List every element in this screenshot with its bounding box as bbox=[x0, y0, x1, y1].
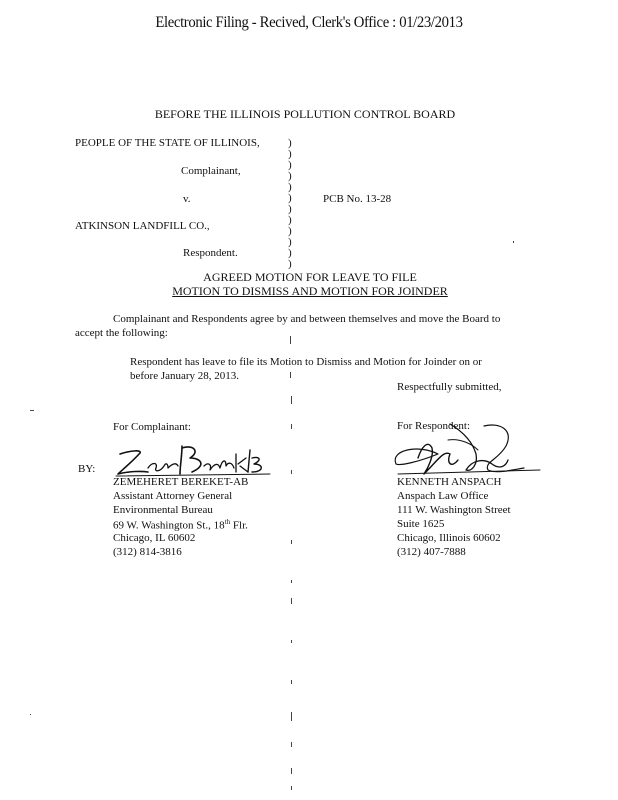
plaintiff-name: PEOPLE OF THE STATE OF ILLINOIS, bbox=[75, 137, 260, 149]
scan-mark bbox=[291, 786, 292, 790]
scan-mark bbox=[291, 540, 292, 544]
plaintiff-role: Complainant, bbox=[181, 165, 241, 177]
scan-mark bbox=[291, 742, 292, 747]
complainant-address bbox=[113, 518, 248, 532]
scan-mark bbox=[291, 680, 292, 684]
respectfully-submitted: Respectfully submitted, bbox=[397, 381, 502, 393]
motion-title-line2: MOTION TO DISMISS AND MOTION FOR JOINDER bbox=[172, 284, 448, 298]
body-para1-line1: Complainant and Respondents agree by and between themselves and move the Board to bbox=[113, 313, 501, 325]
body-para2-line2: before January 28, 2013. bbox=[130, 370, 240, 382]
by-label: BY: bbox=[78, 463, 96, 475]
caption-paren: ) bbox=[288, 192, 292, 204]
scan-mark bbox=[291, 396, 292, 404]
caption-paren: ) bbox=[288, 258, 292, 270]
scan-mark bbox=[30, 714, 31, 715]
scan-mark bbox=[290, 372, 291, 378]
respondent-city: Chicago, Illinois 60602 bbox=[397, 532, 501, 544]
scan-mark bbox=[30, 410, 34, 411]
caption-paren: ) bbox=[288, 137, 292, 149]
caption-paren: ) bbox=[288, 247, 292, 259]
caption-paren: ) bbox=[288, 159, 292, 171]
scan-mark bbox=[513, 241, 514, 243]
case-number: PCB No. 13-28 bbox=[323, 193, 392, 205]
defendant-name: ATKINSON LANDFILL CO., bbox=[75, 220, 210, 232]
scan-mark bbox=[291, 580, 292, 583]
complainant-phone: (312) 814-3816 bbox=[113, 546, 182, 558]
scan-mark bbox=[291, 470, 292, 474]
caption-paren: ) bbox=[288, 148, 292, 160]
caption-paren: ) bbox=[288, 203, 292, 215]
caption-paren: ) bbox=[288, 225, 292, 237]
complainant-signature bbox=[112, 440, 272, 478]
caption-paren: ) bbox=[288, 236, 292, 248]
complainant-city: Chicago, IL 60602 bbox=[113, 532, 196, 544]
respondent-name: KENNETH ANSPACH bbox=[397, 476, 502, 488]
body-para1-line2: accept the following: bbox=[75, 327, 168, 339]
complainant-name: ZEMEHERET BEREKET-AB bbox=[113, 476, 249, 488]
caption-paren-column bbox=[288, 138, 292, 270]
complainant-office: Environmental Bureau bbox=[113, 504, 213, 516]
scan-mark bbox=[290, 336, 291, 344]
scan-mark bbox=[291, 598, 292, 604]
versus-label: v. bbox=[183, 193, 191, 205]
scan-mark bbox=[291, 640, 292, 643]
scan-mark bbox=[291, 424, 292, 429]
respondent-firm: Anspach Law Office bbox=[397, 490, 489, 502]
for-respondent-label: For Respondent: bbox=[397, 420, 471, 432]
electronic-filing-header: Electronic Filing - Recived, Clerk's Office : 01/23/2013 bbox=[155, 14, 463, 31]
caption-paren: ) bbox=[288, 181, 292, 193]
body-para2-line1: Respondent has leave to file its Motion to Dismiss and Motion for Joinder on or bbox=[130, 356, 482, 368]
respondent-suite: Suite 1625 bbox=[397, 518, 445, 530]
complainant-title: Assistant Attorney General bbox=[113, 490, 233, 502]
scan-mark bbox=[291, 768, 292, 774]
board-title: BEFORE THE ILLINOIS POLLUTION CONTROL BOARD bbox=[154, 107, 456, 121]
caption-paren: ) bbox=[288, 214, 292, 226]
respondent-phone: (312) 407-7888 bbox=[397, 546, 466, 558]
respondent-signature bbox=[388, 420, 543, 482]
motion-title-line1: AGREED MOTION FOR LEAVE TO FILE bbox=[203, 270, 417, 284]
scan-mark bbox=[291, 712, 292, 721]
defendant-role: Respondent. bbox=[183, 247, 238, 259]
for-complainant-label: For Complainant: bbox=[113, 421, 191, 433]
caption-paren: ) bbox=[288, 170, 292, 182]
complainant-address-street: 69 W. Washington St., 18 bbox=[113, 519, 225, 532]
respondent-address: 111 W. Washington Street bbox=[397, 504, 511, 516]
complainant-address-suffix: th bbox=[224, 518, 231, 526]
complainant-address-floor: Flr. bbox=[230, 519, 248, 532]
